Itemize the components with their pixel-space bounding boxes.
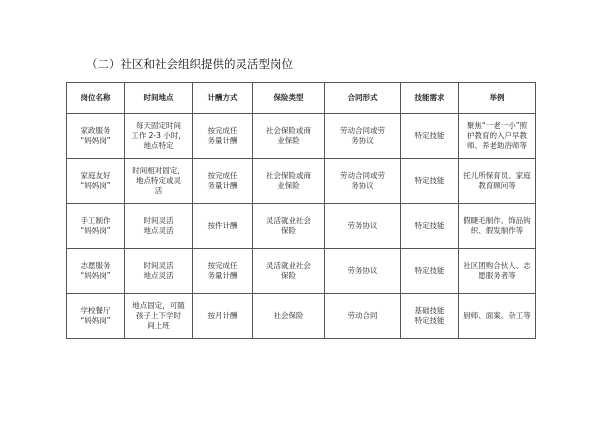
cell-line: 基础技能 [414, 306, 445, 315]
cell-line: 业保险 [277, 136, 300, 145]
table-cell [401, 294, 459, 339]
cell-line: 社会保险或商 [266, 171, 311, 180]
header-cell: 举例 [459, 83, 536, 114]
section-title: （二）社区和社会组织提供的灵活型岗位 [86, 57, 293, 71]
header-cell: 保险类型 [253, 83, 325, 114]
cell-line: 护教育的入户早教 [467, 131, 527, 140]
table-cell [67, 204, 125, 249]
header-cell: 时间地点 [125, 83, 193, 114]
table-cell [401, 159, 459, 204]
table-cell [125, 294, 193, 339]
cell-line: 灵活就业社会 [266, 216, 311, 225]
cell-line: 特定技能 [414, 176, 445, 185]
cell-line: 志愿服务 [80, 261, 111, 270]
cell-line: 教育顾问等 [478, 181, 516, 190]
table-cell [325, 204, 401, 249]
table-cell [325, 249, 401, 294]
cell-line: 劳动合同或劳 [340, 126, 385, 135]
table-cell [459, 294, 536, 339]
cell-line: 愿服务者等 [478, 271, 516, 280]
table-cell [325, 159, 401, 204]
table-cell [67, 114, 125, 159]
cell-line: 家政服务 [80, 126, 111, 135]
cell-line: 聚焦“一老一小”照 [466, 121, 528, 130]
cell-line: 托儿所保育员、家庭 [463, 171, 531, 180]
cell-line: 务协议 [351, 181, 374, 190]
cell-line: 时间灵活 [143, 216, 174, 225]
table-cell [401, 204, 459, 249]
cell-line: 家庭友好 [80, 171, 111, 180]
cell-line: 特定技能 [414, 131, 445, 140]
header-cell: 技能需求 [401, 83, 459, 114]
table-cell [193, 249, 253, 294]
table-cell [253, 159, 325, 204]
table-cell [401, 114, 459, 159]
cell-line: 务量计酬 [207, 181, 238, 190]
cell-line: 织、假发制作等 [470, 226, 524, 235]
cell-line: 按月计酬 [207, 311, 238, 320]
cell-line: “妈妈岗” [80, 136, 111, 145]
cell-line: 特定技能 [414, 266, 445, 275]
table-cell [253, 294, 325, 339]
cell-line: 社区团购合伙人、志 [463, 261, 531, 270]
table-row [67, 204, 536, 249]
table-header-row [67, 83, 536, 114]
cell-line: 地点特定 [143, 141, 174, 150]
cell-line: 地点特定或灵 [136, 176, 181, 185]
table-cell [193, 294, 253, 339]
cell-line: 时间相对固定， [132, 166, 185, 175]
cell-line: 务量计酬 [207, 136, 238, 145]
table-cell [67, 294, 125, 339]
cell-line: 保险 [281, 226, 296, 235]
cell-line: “妈妈岗” [80, 316, 111, 325]
cell-line: 灵活就业社会 [266, 261, 311, 270]
cell-line: 社会保险或商 [266, 126, 311, 135]
table-cell [125, 114, 193, 159]
table-cell [459, 249, 536, 294]
table-cell [193, 204, 253, 249]
cell-line: 每天固定时间 [136, 121, 181, 130]
cell-line: 地点灵活 [143, 271, 174, 280]
table-cell [193, 114, 253, 159]
job-table [66, 82, 536, 339]
table-cell [193, 159, 253, 204]
cell-line: 社会保险 [273, 311, 304, 320]
cell-line: 劳务协议 [347, 266, 378, 275]
table-cell [253, 204, 325, 249]
table-cell [325, 294, 401, 339]
cell-line: 劳动合同或劳 [340, 171, 385, 180]
cell-line: 按完成任 [207, 261, 238, 270]
table-cell [459, 114, 536, 159]
table-row [67, 159, 536, 204]
table-row [67, 249, 536, 294]
cell-line: 保险 [281, 271, 296, 280]
header-cell: 合同形式 [325, 83, 401, 114]
cell-line: 学校餐厅 [80, 306, 111, 315]
cell-line: 劳务协议 [347, 221, 378, 230]
cell-line: 孩子上下学时 [136, 311, 181, 320]
cell-line: 按完成任 [207, 171, 238, 180]
cell-line: 时间灵活 [143, 261, 174, 270]
table-cell [253, 114, 325, 159]
table-cell [253, 249, 325, 294]
header-cell: 计酬方式 [193, 83, 253, 114]
cell-line: 劳动合同 [347, 311, 378, 320]
cell-line: 地点固定，可随 [132, 301, 185, 310]
table-cell [125, 249, 193, 294]
table-cell [67, 249, 125, 294]
cell-line: “妈妈岗” [80, 271, 111, 280]
table-cell [125, 204, 193, 249]
cell-line: 特定技能 [414, 221, 445, 230]
table-cell [125, 159, 193, 204]
header-cell: 岗位名称 [67, 83, 125, 114]
table-cell [67, 159, 125, 204]
cell-line: 假睫毛制作、饰品钩 [463, 216, 531, 225]
cell-line: 间上班 [147, 321, 170, 330]
table-cell [459, 204, 536, 249]
cell-line: 务协议 [351, 136, 374, 145]
cell-line: 按件计酬 [207, 221, 238, 230]
cell-line: “妈妈岗” [80, 226, 111, 235]
cell-line: 按完成任 [207, 126, 238, 135]
cell-line: 地点灵活 [143, 226, 174, 235]
cell-line: 厨师、面案、杂工等 [463, 311, 531, 320]
cell-line: 手工制作 [80, 216, 111, 225]
cell-line: 特定技能 [414, 316, 445, 325]
cell-line: 师、养老助浴师等 [467, 141, 527, 150]
table-row [67, 114, 536, 159]
cell-line: 务量计酬 [207, 271, 238, 280]
table-cell [459, 159, 536, 204]
cell-line: 业保险 [277, 181, 300, 190]
table-cell [325, 114, 401, 159]
table-row [67, 294, 536, 339]
cell-line: 工作 2-3 小时， [131, 131, 186, 140]
table-cell [401, 249, 459, 294]
cell-line: “妈妈岗” [80, 181, 111, 190]
cell-line: 活 [154, 186, 163, 195]
